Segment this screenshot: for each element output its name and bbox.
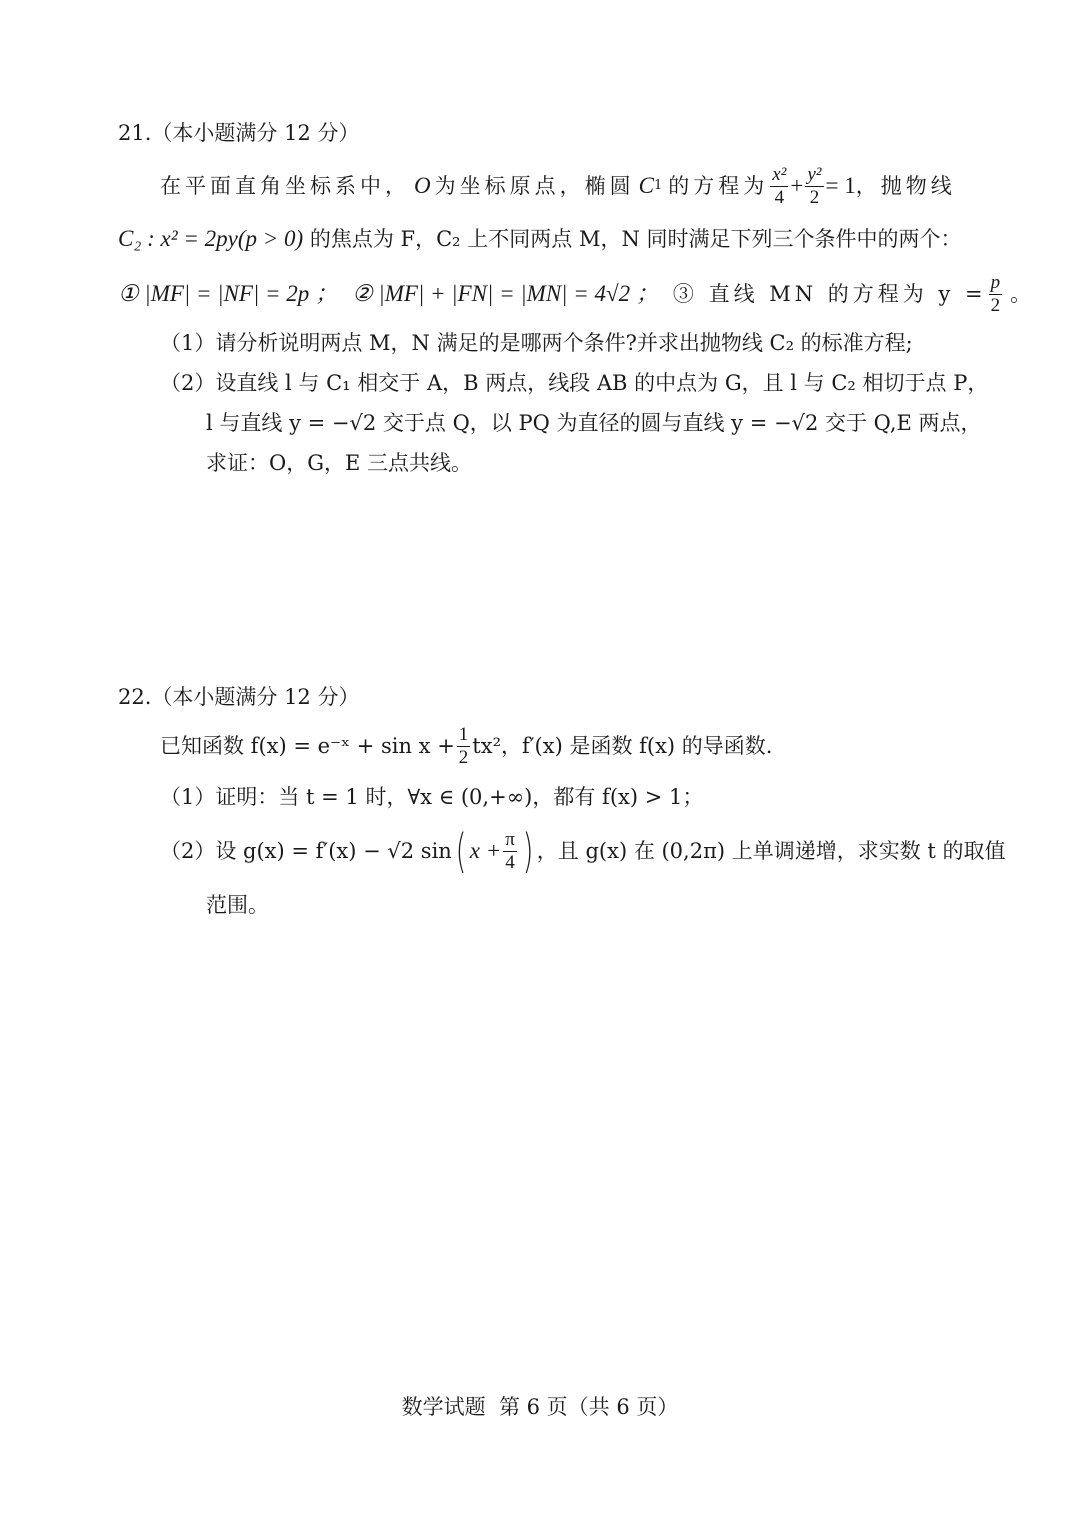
q22-part2-a: （2）设 g(x) = f′(x) − √2 sin: [160, 839, 452, 863]
q21-line2-text: 的焦点为 F，C₂ 上不同两点 M，N 同时满足下列三个条件中的两个：: [309, 227, 962, 251]
q21-line3: [118, 272, 1031, 316]
ellipse-den-y: 2: [809, 186, 820, 208]
half-frac: [457, 724, 471, 769]
page-footer: 数学试题 第 6 页（共 6 页）: [401, 1395, 679, 1419]
q21-part2-line3: 求证：O，G，E 三点共线。: [206, 451, 472, 475]
q21-header: 21.（本小题满分 12 分）: [118, 121, 360, 145]
condition-1: ① |MF| = |NF| = 2p ；: [118, 281, 339, 306]
q21-line1: [160, 164, 956, 208]
pi-over-4-frac: [503, 829, 517, 874]
ellipse-frac-x: [770, 164, 788, 209]
q21-part1: （1）请分析说明两点 M，N 满足的是哪两个条件?并求出抛物线 C₂ 的标准方程;: [160, 331, 913, 355]
ellipse-den-x: 4: [774, 186, 785, 208]
ellipse-num-x: x²: [772, 163, 787, 185]
ellipse-frac-y: [805, 164, 823, 209]
plus-sign: +: [790, 173, 804, 198]
left-paren: (: [455, 824, 467, 878]
q21-part2-line1: （2）设直线 l 与 C₁ 相交于 A，B 两点，线段 AB 的中点为 G，且 l 与 C₂ 相切于点 P，: [160, 371, 989, 395]
q21-line1-text: 在平面直角坐标系中，: [160, 174, 410, 198]
q22-part2-line1: [160, 822, 1006, 880]
q22-part2-b: ，且 g(x) 在 (0,2π) 上单调递增，求实数 t 的取值: [536, 839, 1006, 863]
q22-line1-a: 已知函数 f(x) = e⁻ˣ + sin x +: [160, 734, 455, 758]
ellipse-num-y: y²: [807, 163, 822, 185]
half-den: 2: [458, 746, 469, 768]
q22-line1-b: tx²，f′(x) 是函数 f(x) 的导函数.: [472, 734, 773, 758]
frac-2: 2: [990, 294, 1001, 316]
q22-part1: （1）证明：当 t = 1 时，∀x ∈ (0,+∞)，都有 f(x) > 1；: [160, 785, 704, 809]
q21-line2: [118, 224, 962, 254]
q22-header: 22.（本小题满分 12 分）: [118, 685, 360, 709]
q21-C1: C: [638, 173, 654, 198]
condition-3-end: 。: [1010, 282, 1032, 306]
condition-3: ③ 直线 MN 的方程为 y =: [672, 282, 987, 306]
frac-p: p: [990, 271, 1001, 293]
condition-2: ② |MF| + |FN| = |MN| = 4√2 ；: [352, 281, 659, 306]
half-num: 1: [458, 723, 469, 745]
parabola-equation: C₂ : x² = 2py(p > 0): [118, 226, 304, 251]
q21-line1-O: O: [414, 173, 431, 198]
ellipse-rhs: = 1: [825, 173, 856, 198]
q21-line1-tail: 的方程为: [668, 174, 769, 198]
pi-num: π: [505, 828, 515, 850]
condition-3-frac: [989, 272, 1003, 317]
q22-part2-inner: x +: [469, 838, 502, 863]
q22-line1: [160, 722, 772, 770]
q21-line1-mid: 为坐标原点，椭圆: [434, 174, 635, 198]
q21-C1-sub: 1: [653, 178, 663, 193]
right-paren: ): [522, 824, 534, 878]
q21-line1-end: ，抛物线: [855, 174, 956, 198]
q21-part2-line2: l 与直线 y = −√2 交于点 Q，以 PQ 为直径的圆与直线 y = −√2 交于 Q,E 两点，: [206, 411, 982, 435]
q22-part2-line2: 范围。: [206, 893, 269, 917]
pi-den: 4: [505, 851, 515, 873]
